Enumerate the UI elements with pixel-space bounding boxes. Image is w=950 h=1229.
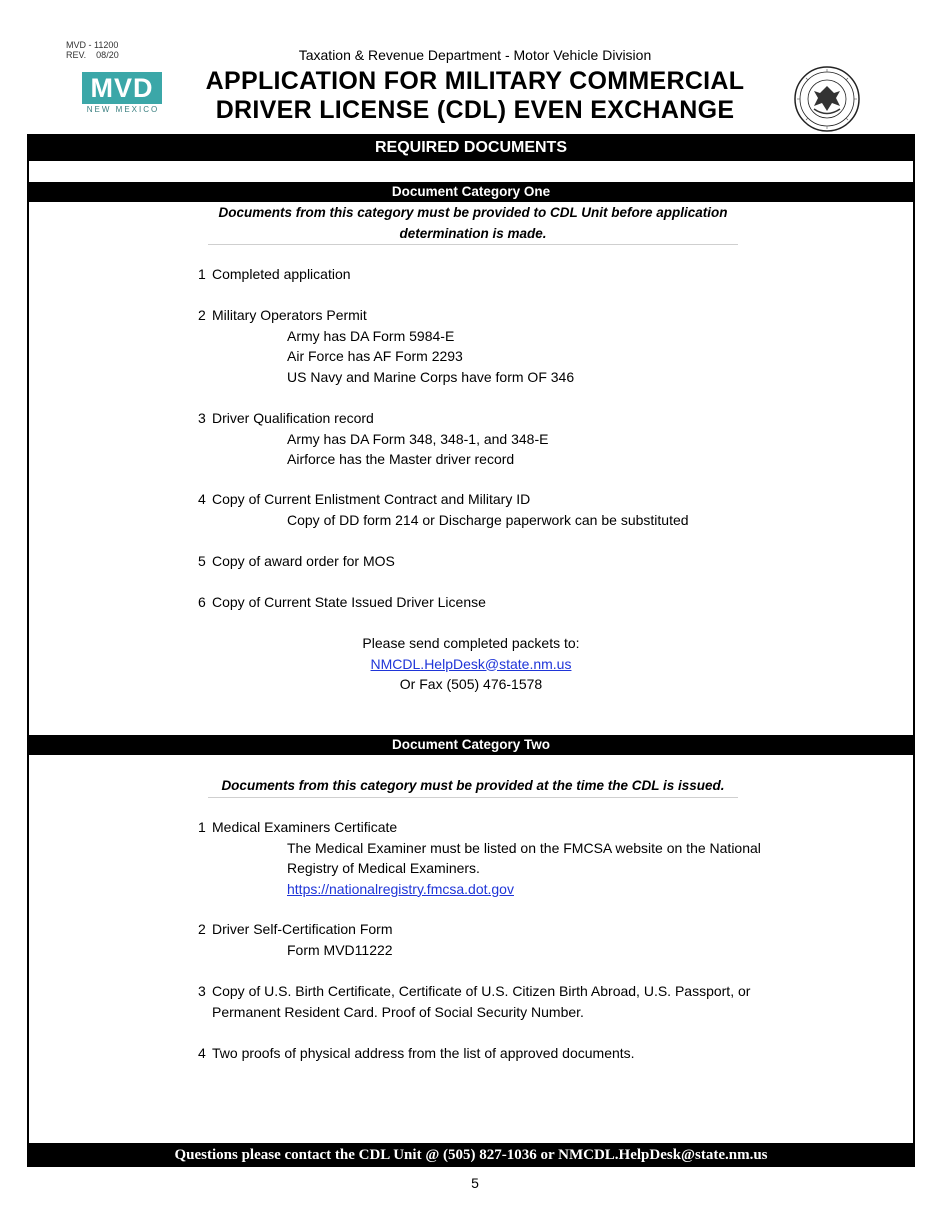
category-two-heading: Document Category Two [27,735,915,755]
department-name: Taxation & Revenue Department - Motor Vehicle Division [298,47,652,63]
category-two-divider [208,797,738,798]
item-text: Copy of Current Enlistment Contract and Military ID [212,491,531,507]
category-one-heading: Document Category One [27,182,915,202]
item-number: 3 [198,410,206,426]
contact-footer: Questions please contact the CDL Unit @ (505) 827-1036 or NMCDL.HelpDesk@state.nm.us [27,1143,915,1167]
page-title [160,67,790,125]
item-text: Completed application [212,266,351,282]
item-subtext: Copy of DD form 214 or Discharge paperwork can be substituted [287,511,689,528]
item-number: 5 [198,553,206,569]
send-fax: Or Fax (505) 476-1578 [399,676,543,692]
item-subtext: Form MVD11222 [287,941,393,958]
item-subtext: Air Force has AF Form 2293 [287,348,463,364]
item-subtext: Airforce has the Master driver record [287,451,515,467]
item-text: Copy of Current State Issued Driver License [212,594,486,610]
item-number: 2 [198,307,206,323]
item-number: 4 [198,491,206,507]
item-number: 4 [198,1045,206,1061]
required-documents-heading: REQUIRED DOCUMENTS [27,134,915,161]
form-revision: REV. 08/20 [66,50,119,60]
helpdesk-email-link[interactable]: NMCDL.HelpDesk@state.nm.us [370,655,572,672]
mvd-logo-text: MVD [82,72,162,104]
form-number: MVD - 11200 [66,40,119,50]
item-text: Medical Examiners Certificate [212,819,398,835]
title-line-1: APPLICATION FOR MILITARY COMMERCIAL [205,67,745,95]
item-subtext: Army has DA Form 5984-E [287,327,455,344]
item-text: Driver Qualification record [212,410,374,426]
item-text: Driver Self-Certification Form [212,921,393,937]
fmcsa-registry-link[interactable]: https://nationalregistry.fmcsa.dot.gov [287,880,514,897]
mvd-logo-subtext: NEW MEXICO [86,105,160,114]
category-one-note: Documents from this category must be provided to CDL Unit before application determination is made. [218,205,728,241]
item-number: 1 [198,266,206,282]
item-text: Military Operators Permit [212,307,367,323]
title-line-2: DRIVER LICENSE (CDL) EVEN EXCHANGE [215,96,735,124]
page-number: 5 [471,1175,479,1191]
item-subtext: The Medical Examiner must be listed on the FMCSA website on the National Registry of Medical Examiners. [287,839,761,876]
state-seal-icon [794,66,860,132]
item-subtext: US Navy and Marine Corps have form OF 346 [287,368,575,385]
item-text: Two proofs of physical address from the list of approved documents. [212,1045,635,1061]
item-number: 6 [198,594,206,610]
item-number: 3 [198,983,206,999]
category-one-divider [208,244,738,245]
send-email-line [300,654,642,675]
form-code [66,40,119,60]
category-two-note: Documents from this category must be provided at the time the CDL is issued. [221,778,725,793]
fmcsa-link-line [287,879,787,900]
item-number: 1 [198,819,206,835]
item-text: Copy of U.S. Birth Certificate, Certificate of U.S. Citizen Birth Abroad, U.S. Passport, or Permanent Resident Card. Proof of Social Security Number. [212,983,751,1020]
item-number: 2 [198,921,206,937]
send-instructions: Please send completed packets to: [362,635,580,651]
item-text: Copy of award order for MOS [212,553,395,569]
mvd-logo [82,72,164,118]
item-subtext: Army has DA Form 348, 348-1, and 348-E [287,430,549,447]
